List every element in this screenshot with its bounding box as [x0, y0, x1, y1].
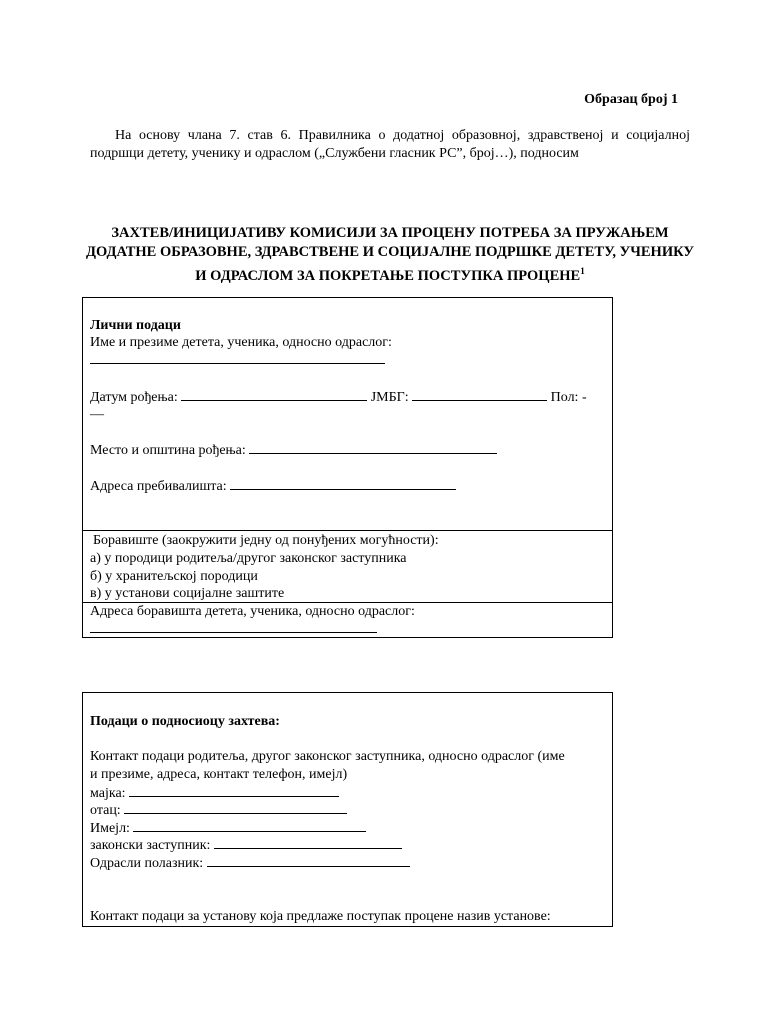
stay-option-b[interactable]: б) у хранитељској породици [90, 569, 258, 584]
dob-label: Датум рођења: [90, 390, 178, 405]
residence-row [90, 477, 456, 495]
stay-option-c[interactable]: в) у установи социјалне заштите [90, 586, 285, 601]
title-text: ЗАХТЕВ/ИНИЦИЈАТИВУ КОМИСИЈИ ЗА ПРОЦЕНУ ПОТРЕБА ЗА ПРУЖАЊЕМ ДОДАТНЕ ОБРАЗОВНЕ, ЗДРАВСТВЕНЕ И СОЦИЈАЛНЕ ПОДРШКЕ ДЕТЕТУ, УЧЕНИКУ И ОДРАСЛОМ ЗА ПОКРЕТАЊЕ ПОСТУПКА ПРОЦЕНЕ [86, 225, 694, 284]
stay-option-a[interactable]: а) у породици родитеља/другог законског заступника [90, 551, 407, 566]
dob-field[interactable] [181, 388, 367, 401]
stay-heading: Боравиште (заокружити једну од понуђених могућности): [93, 533, 439, 548]
birthplace-field[interactable] [249, 441, 497, 454]
father-row [90, 801, 347, 819]
guardian-row [90, 836, 402, 854]
mother-row [90, 784, 339, 802]
form-number: Образац број 1 [584, 92, 678, 107]
applicant-heading: Подаци о подносиоцу захтева: [90, 714, 280, 729]
intro-paragraph: На основу члана 7. став 6. Правилника о додатној образовној, здравственој и социјалној подршци детету, ученику и одраслом („Службени гласник РС”, број…), подносим [90, 128, 690, 161]
applicant-data-box [82, 692, 613, 927]
title-footnote: 1 [580, 266, 585, 276]
adult-label: Одрасли полазник: [90, 856, 204, 871]
mother-field[interactable] [129, 784, 339, 797]
contact-line-1: Контакт подаци родитеља, другог законског заступника, односно одраслог (име [90, 749, 565, 764]
father-field[interactable] [124, 801, 347, 814]
adult-row [90, 854, 410, 872]
name-field[interactable] [90, 351, 385, 369]
personal-data-box [82, 297, 613, 638]
birthplace-row [90, 441, 497, 459]
dob-row [90, 388, 587, 406]
residence-label: Адреса пребивалишта: [90, 479, 227, 494]
stay-address-field[interactable] [90, 620, 377, 638]
stay-address-label: Адреса боравишта детета, ученика, односно одраслог: [90, 604, 415, 619]
document-title [80, 224, 700, 286]
contact-line-2: и презиме, адреса, контакт телефон, имејл) [90, 767, 348, 782]
guardian-label: законски заступник: [90, 838, 211, 853]
email-row [90, 819, 366, 837]
jmbg-field[interactable] [412, 388, 547, 401]
father-label: отац: [90, 803, 121, 818]
sex-dash: — [90, 407, 104, 422]
residence-field[interactable] [230, 477, 456, 490]
birthplace-label: Место и општина рођења: [90, 443, 246, 458]
divider [83, 530, 612, 531]
adult-field[interactable] [207, 854, 410, 867]
email-label: Имејл: [90, 821, 130, 836]
name-label: Име и презиме детета, ученика, односно одраслог: [90, 335, 392, 350]
mother-label: мајка: [90, 786, 126, 801]
jmbg-label: ЈМБГ: [370, 390, 409, 405]
email-field[interactable] [133, 819, 366, 832]
institution-label: Контакт подаци за установу која предлаже поступак процене назив установе: [90, 909, 551, 924]
personal-heading: Лични подаци [90, 318, 181, 333]
guardian-field[interactable] [214, 836, 402, 849]
sex-label: Пол: - [550, 390, 587, 405]
